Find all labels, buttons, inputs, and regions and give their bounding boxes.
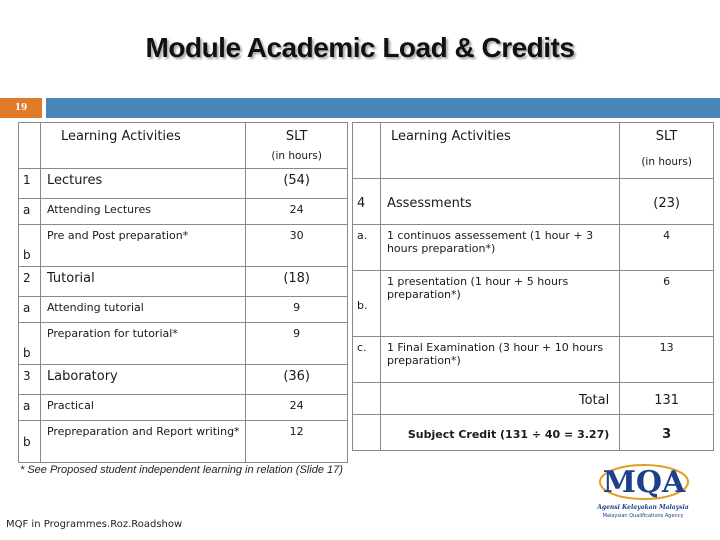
row-activity: Tutorial — [40, 267, 245, 297]
header-slt-cell — [620, 123, 714, 179]
header-slt: SLT — [655, 129, 678, 144]
row-num: 4 — [353, 179, 381, 225]
header-activities: Learning Activities — [40, 123, 245, 169]
row-slt: (54) — [246, 169, 348, 199]
row-activity: 1 presentation (1 hour + 5 hours preparation*) — [380, 271, 619, 337]
total-num-cell — [353, 383, 381, 415]
total-value: 131 — [620, 383, 714, 415]
credit-value: 3 — [620, 415, 714, 451]
header-slt: SLT — [285, 129, 308, 144]
header-num-cell — [19, 123, 41, 169]
row-num: 2 — [19, 267, 41, 297]
row-activity: Attending tutorial — [40, 297, 245, 323]
logo-line2: Malaysian Qualifications Agency — [602, 513, 684, 519]
total-row — [353, 383, 714, 415]
logo-line1: Agensi Kelayakan Malaysia — [597, 504, 689, 511]
table-row — [19, 267, 348, 297]
accent-bar — [46, 98, 720, 118]
row-slt: (23) — [620, 179, 714, 225]
row-num: b — [19, 323, 41, 365]
table-header-row — [19, 123, 348, 169]
total-label: Total — [380, 383, 619, 415]
row-activity: Assessments — [380, 179, 619, 225]
right-activities-table — [352, 122, 714, 451]
row-slt: 4 — [620, 225, 714, 271]
table-row — [353, 337, 714, 383]
footer-text: MQF in Programmes.Roz.Roadshow — [6, 519, 183, 530]
logo-mark-text: MQA — [602, 465, 686, 500]
row-num: a — [19, 395, 41, 421]
table-row — [353, 225, 714, 271]
slide-number: 19 — [0, 98, 42, 118]
row-num: b — [19, 421, 41, 463]
table-row — [19, 297, 348, 323]
row-slt: (18) — [246, 267, 348, 297]
table-row — [353, 271, 714, 337]
row-activity: Pre and Post preparation* — [40, 225, 245, 267]
row-activity: 1 continuos assessement (1 hour + 3 hours preparation*) — [380, 225, 619, 271]
mqa-logo-mark — [596, 462, 692, 502]
row-num: b. — [353, 271, 381, 337]
footnote: * See Proposed student independent learning in relation (Slide 17) — [20, 464, 343, 476]
credit-label: Subject Credit (131 ÷ 40 = 3.27) — [380, 415, 619, 451]
row-activity: 1 Final Examination (3 hour + 10 hours preparation*) — [380, 337, 619, 383]
row-activity: Preparation for tutorial* — [40, 323, 245, 365]
table-row — [19, 365, 348, 395]
row-slt: 24 — [246, 199, 348, 225]
row-activity: Lectures — [40, 169, 245, 199]
table-row — [19, 225, 348, 267]
table-header-row — [353, 123, 714, 179]
row-slt: 9 — [246, 323, 348, 365]
row-num: a. — [353, 225, 381, 271]
row-slt: 6 — [620, 271, 714, 337]
left-activities-table — [18, 122, 348, 463]
row-slt: 9 — [246, 297, 348, 323]
row-slt: 24 — [246, 395, 348, 421]
row-num: 1 — [19, 169, 41, 199]
table-row — [353, 179, 714, 225]
row-activity: Laboratory — [40, 365, 245, 395]
mqa-logo — [588, 462, 698, 528]
credit-row — [353, 415, 714, 451]
table-row — [19, 395, 348, 421]
row-slt: 13 — [620, 337, 714, 383]
row-num: a — [19, 297, 41, 323]
table-row — [19, 199, 348, 225]
page-title: Module Academic Load & Credits — [145, 32, 575, 63]
table-row — [19, 421, 348, 463]
row-num: b — [19, 225, 41, 267]
table-row — [19, 323, 348, 365]
table-row — [19, 169, 348, 199]
header-slt-unit: (in hours) — [271, 150, 322, 162]
header-activities: Learning Activities — [380, 123, 619, 179]
row-activity: Prepreparation and Report writing* — [40, 421, 245, 463]
header-slt-cell — [246, 123, 348, 169]
row-num: 3 — [19, 365, 41, 395]
row-activity: Attending Lectures — [40, 199, 245, 225]
row-num: a — [19, 199, 41, 225]
row-num: c. — [353, 337, 381, 383]
header-slt-unit: (in hours) — [641, 156, 692, 168]
header-num-cell — [353, 123, 381, 179]
row-activity: Practical — [40, 395, 245, 421]
row-slt: 12 — [246, 421, 348, 463]
row-slt: (36) — [246, 365, 348, 395]
row-slt: 30 — [246, 225, 348, 267]
credit-num-cell — [353, 415, 381, 451]
